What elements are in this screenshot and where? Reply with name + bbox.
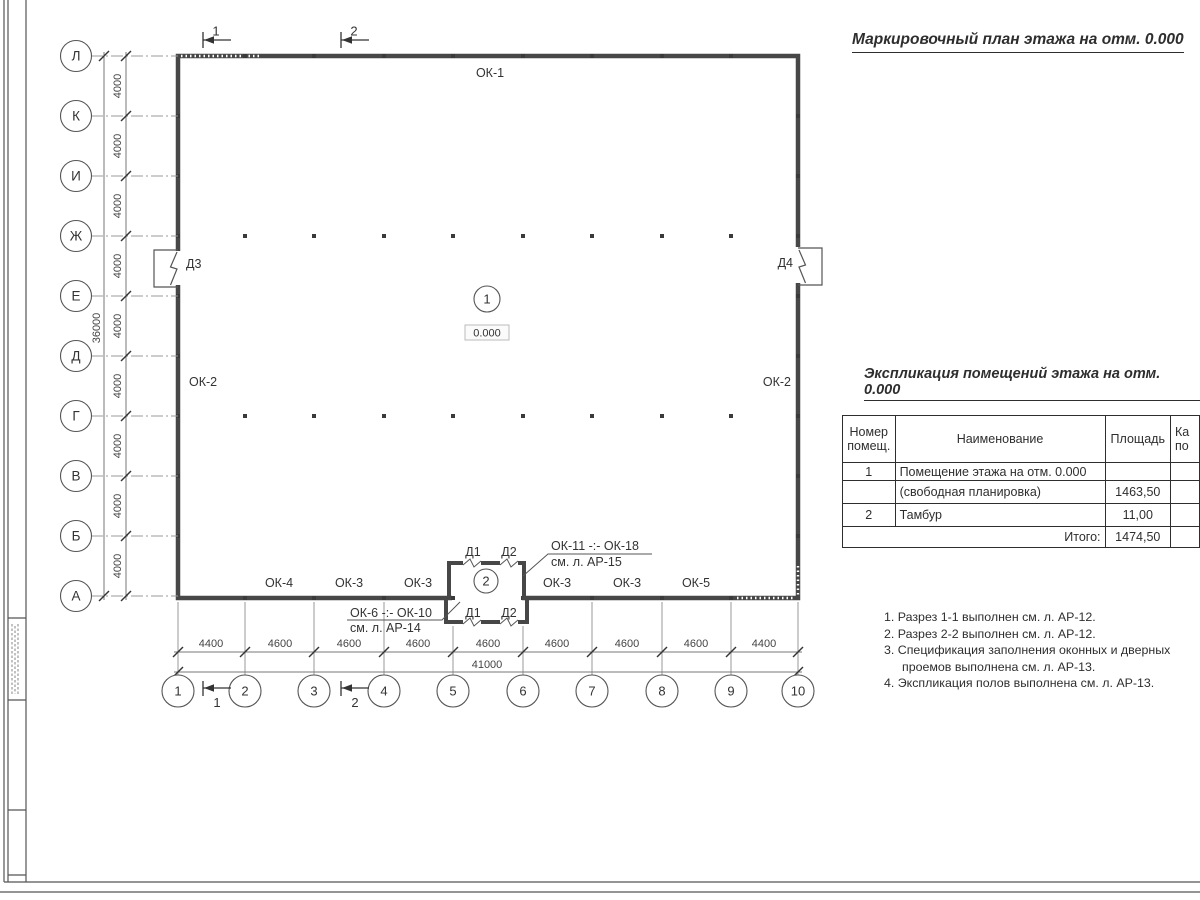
window-label: ОК-5	[681, 576, 711, 590]
axis-label: Е	[71, 288, 81, 304]
tambour-door-d2-label-top: Д2	[501, 545, 517, 559]
axis-label: В	[71, 468, 81, 484]
axis-label: 2	[241, 683, 249, 699]
cell-room-category	[1171, 481, 1200, 504]
cell-room-area: 1463,50	[1105, 481, 1171, 504]
cell-room-number	[843, 481, 896, 504]
room-1-mark	[465, 286, 509, 340]
note-item: 1. Разрез 1-1 выполнен см. л. АР-12.	[884, 610, 1096, 624]
col-dim: 4600	[544, 638, 570, 650]
window-label-ok2-right: ОК-2	[762, 375, 791, 389]
cell-room-number: 2	[843, 504, 896, 527]
row-dim: 4000	[112, 553, 124, 579]
header-name: Наименование	[895, 416, 1105, 463]
window-label: ОК-3	[612, 576, 642, 590]
schedule-row	[843, 504, 1200, 527]
schedule-title: Экспликация помещений этажа на отм. 0.000	[864, 366, 1200, 401]
axis-label: 7	[588, 683, 596, 699]
axis-label: А	[71, 588, 81, 604]
axis-label: Б	[71, 528, 81, 544]
col-axis-bubbles	[162, 675, 814, 707]
cell-room-area	[1105, 463, 1171, 481]
notes-list	[884, 609, 1200, 692]
header-room-number: Номер помещ.	[843, 416, 896, 463]
axis-label: Д	[71, 348, 81, 364]
room-1-level: 0.000	[473, 327, 501, 340]
drawing-title: Маркировочный план этажа на отм. 0.000	[852, 31, 1184, 53]
cell-room-category	[1171, 463, 1200, 481]
door-d4-label: Д4	[777, 256, 793, 270]
row-dim: 4000	[112, 493, 124, 519]
window-label: ОК-4	[264, 576, 294, 590]
row-dim: 4000	[112, 73, 124, 99]
window-label: ОК-3	[542, 576, 572, 590]
axis-label: 10	[790, 683, 806, 699]
row-total-dim: 36000	[91, 312, 103, 344]
callout-upper-line1: ОК-11 -:- ОК-18	[551, 539, 639, 553]
window-label-ok1: ОК-1	[475, 66, 505, 80]
bottom-dimensions	[173, 638, 803, 677]
row-dim: 4000	[112, 373, 124, 399]
axis-label: К	[72, 108, 80, 124]
section-arrowheads	[204, 36, 352, 692]
side-stamp-text-placeholder	[12, 624, 18, 696]
axis-label: И	[71, 168, 81, 184]
row-dim: 4000	[112, 313, 124, 339]
cell-total-label: Итого:	[843, 527, 1106, 548]
cell-room-name: (свободная планировка)	[895, 481, 1105, 504]
col-dim: 4600	[683, 638, 709, 650]
schedule-row	[843, 463, 1200, 481]
cell-room-category	[1171, 527, 1200, 548]
axis-label: 8	[658, 683, 666, 699]
note-item: 2. Разрез 2-2 выполнен см. л. АР-12.	[884, 626, 1096, 641]
col-dim: 4600	[336, 638, 362, 650]
axis-label: 5	[449, 683, 457, 699]
col-dim: 4600	[267, 638, 293, 650]
window-label-ok2-left: ОК-2	[189, 375, 218, 389]
section-2-label-bottom: 2	[351, 695, 359, 710]
room-schedule	[842, 415, 1200, 548]
section-2-label-top: 2	[350, 23, 358, 39]
window-label: ОК-3	[403, 576, 433, 590]
tambour-door-d2-label-bottom: Д2	[501, 606, 517, 620]
axis-label: Ж	[69, 228, 83, 244]
window-label: ОК-3	[334, 576, 364, 590]
callout-upper-windows	[523, 539, 652, 576]
row-dim: 4000	[112, 433, 124, 459]
section-1-label-top: 1	[212, 23, 220, 39]
callout-upper-line2: см. л. АР-15	[551, 555, 622, 569]
col-dim: 4400	[198, 638, 224, 650]
schedule-row	[843, 481, 1200, 504]
left-dimensions	[91, 51, 131, 601]
header-area: Площадь	[1105, 416, 1171, 463]
note-item: 4. Экспликация полов выполнена см. л. АР-13.	[884, 676, 1155, 691]
row-axis-bubbles	[61, 41, 92, 612]
note-item: 3. Спецификация заполнения оконных и дверных проемов выполнена см. л. АР-13.	[884, 643, 1171, 674]
cell-room-area: 11,00	[1105, 504, 1171, 527]
col-dim: 4600	[405, 638, 431, 650]
axis-label: Л	[71, 48, 81, 64]
schedule-total-row	[843, 527, 1200, 548]
tambour-door-d1-label-top: Д1	[465, 545, 481, 559]
axis-label: 9	[727, 683, 735, 699]
axis-label: 3	[310, 683, 318, 699]
tambour-door-d1-label-bottom: Д1	[465, 606, 481, 620]
axis-label: 4	[380, 683, 388, 699]
callout-lower-line1: ОК-6 -:- ОК-10	[350, 606, 432, 620]
row-dim: 4000	[112, 133, 124, 159]
door-d3-label: Д3	[186, 257, 202, 271]
axis-label: Г	[72, 408, 80, 424]
col-dim: 4600	[475, 638, 501, 650]
cell-room-name: Тамбур	[895, 504, 1105, 527]
col-dim: 4600	[614, 638, 640, 650]
row-dim: 4000	[112, 193, 124, 219]
room-1-number: 1	[483, 291, 491, 307]
section-1-label-bottom: 1	[213, 695, 221, 710]
axis-label: 1	[174, 683, 182, 699]
cell-room-category	[1171, 504, 1200, 527]
room-2-mark	[474, 569, 498, 593]
callout-lower-line2: см. л. АР-14	[350, 621, 421, 635]
schedule-header-row	[843, 416, 1200, 463]
cell-room-number: 1	[843, 463, 896, 481]
col-total-dim: 41000	[471, 659, 503, 671]
cell-total-area: 1474,50	[1105, 527, 1171, 548]
col-dim: 4400	[751, 638, 777, 650]
header-category: Ка по	[1171, 416, 1200, 463]
cell-room-name: Помещение этажа на отм. 0.000	[895, 463, 1105, 481]
room-2-number: 2	[482, 573, 490, 589]
callout-lower-windows	[347, 602, 460, 635]
row-dim: 4000	[112, 253, 124, 279]
axis-label: 6	[519, 683, 527, 699]
